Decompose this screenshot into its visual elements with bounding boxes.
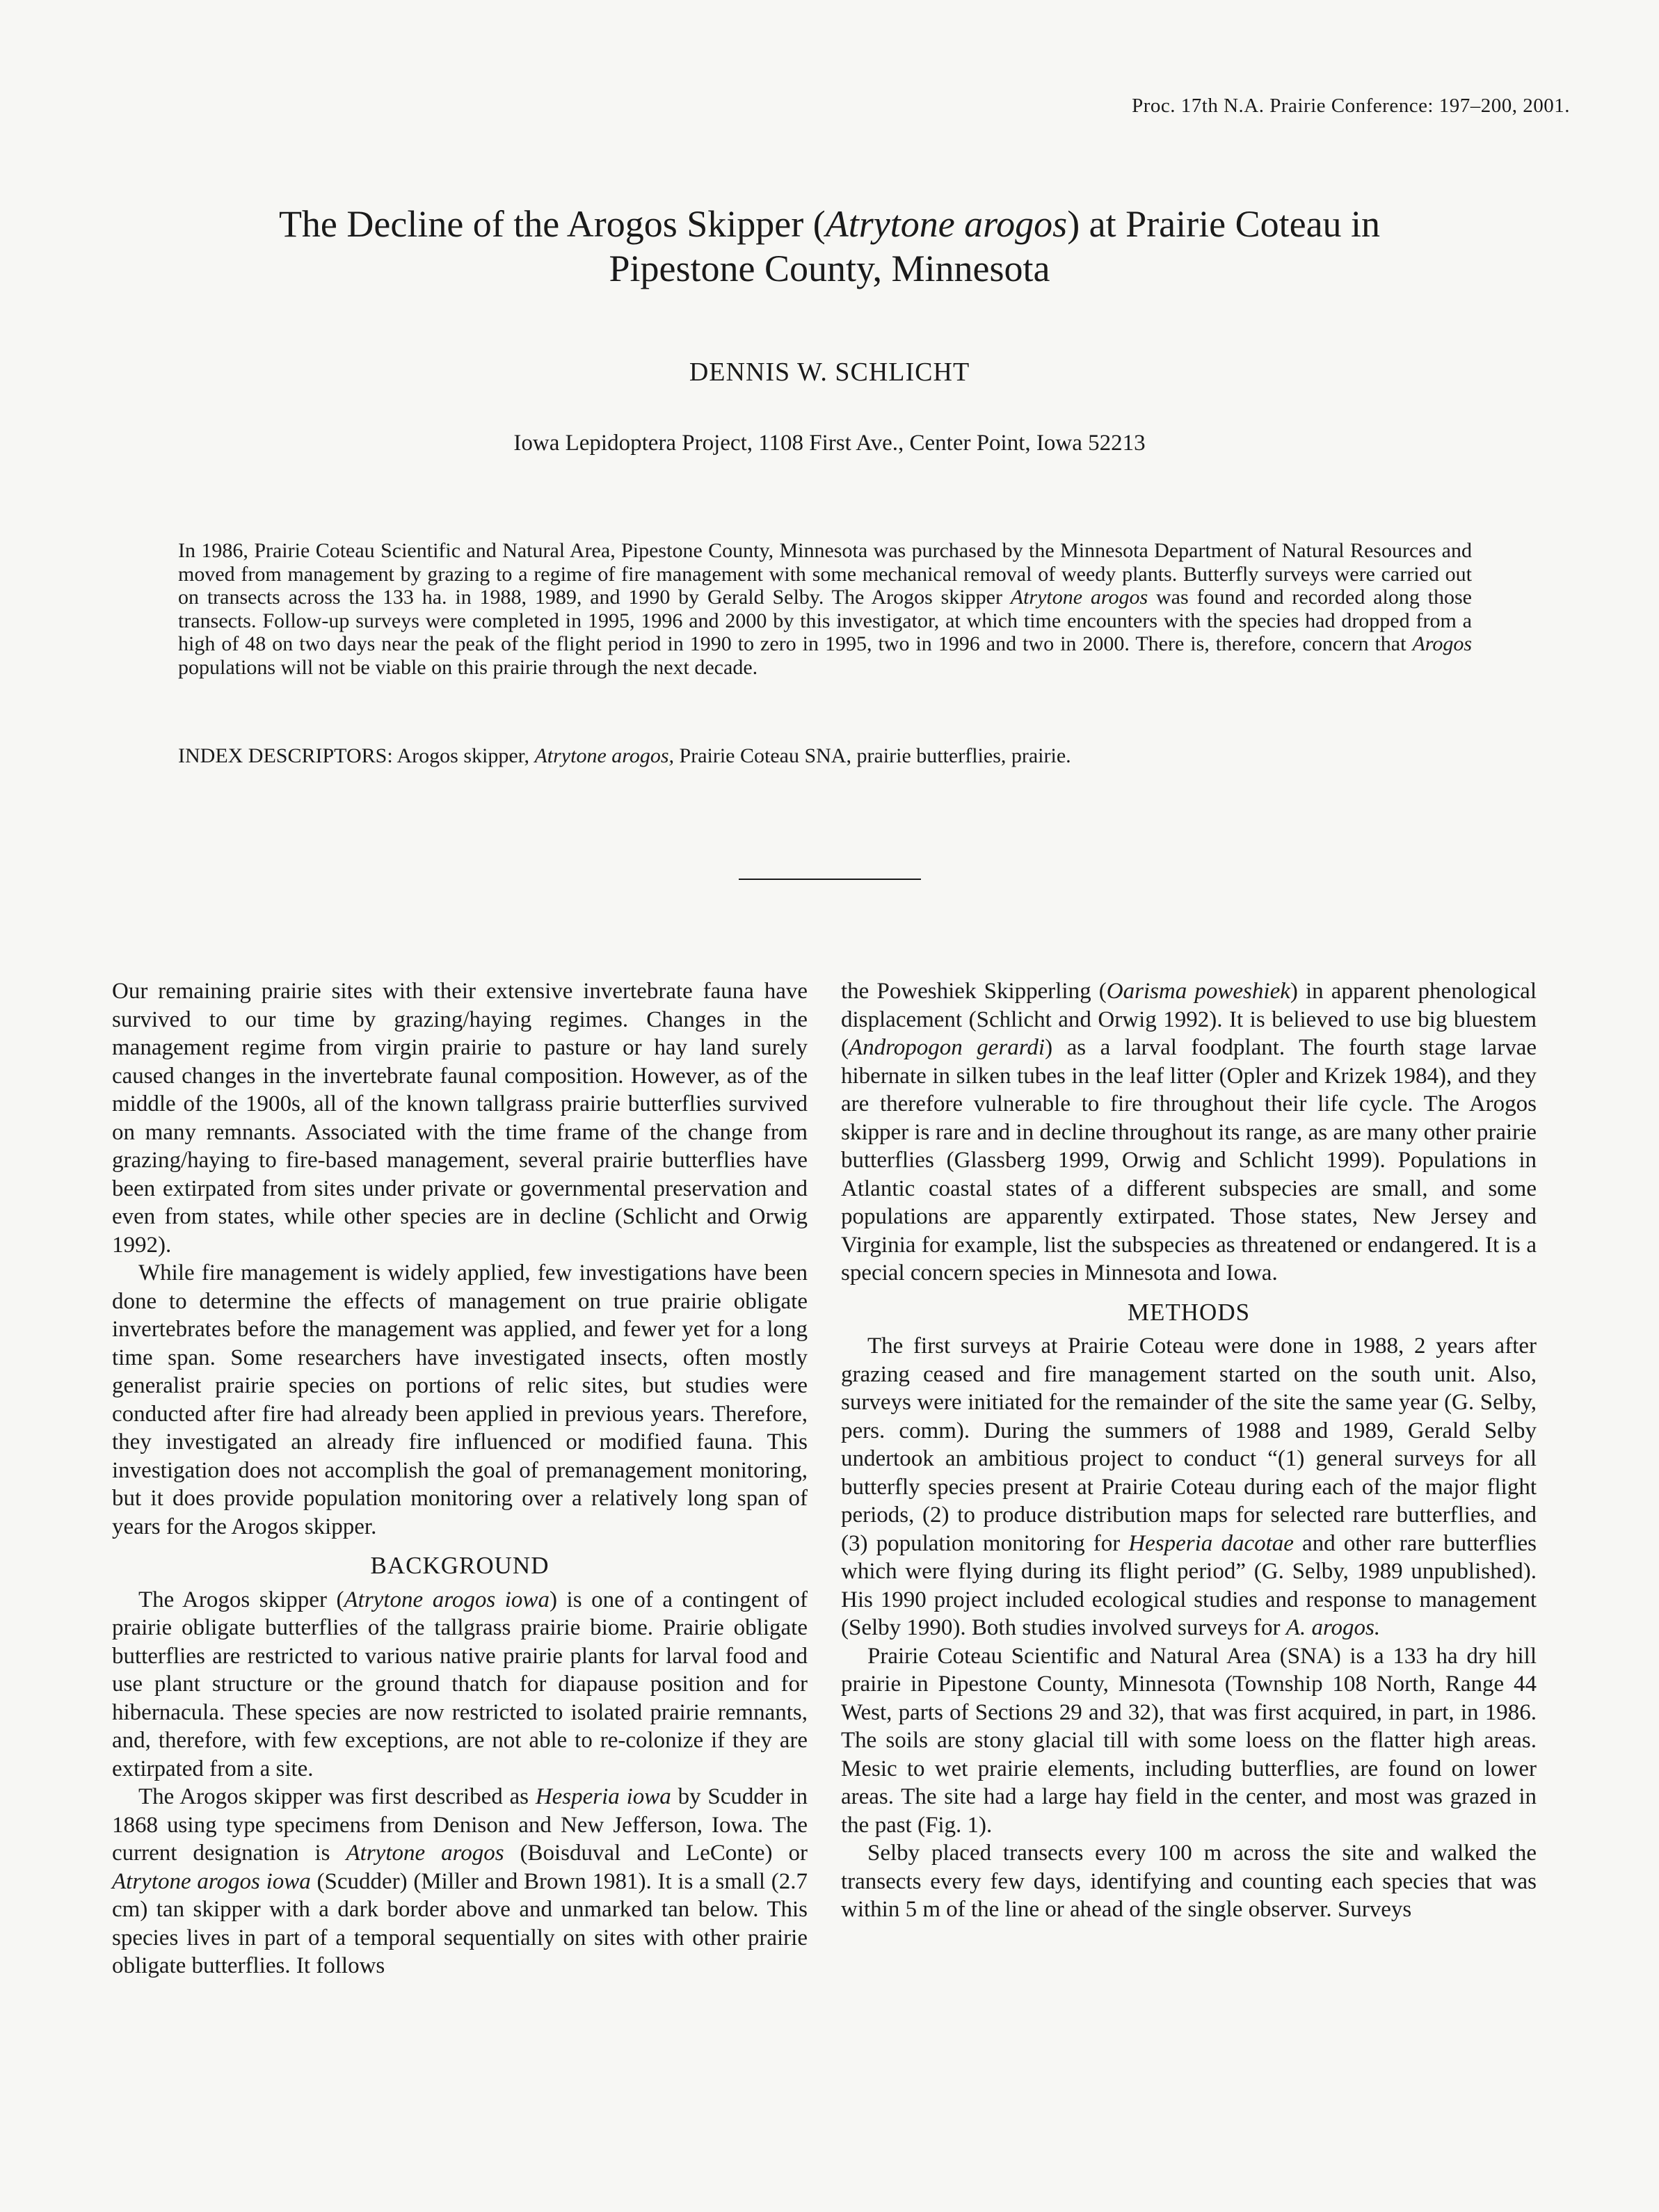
background-heading: BACKGROUND — [370, 1552, 550, 1579]
title-line1-pre: The Decline of the Arogos Skipper ( — [278, 203, 826, 245]
abstract-italic2: Arogos — [1412, 632, 1472, 655]
descriptors-italic: Atrytone arogos, — [534, 744, 675, 767]
intro-paragraph-1: Our remaining prairie sites with their extensive invertebrate fauna have survived to our time by grazing/haying regimes. Changes in the management regime from virgin prairie to pasture or hay land surely caused changes in the invertebrate faunal composition. However, as of the middle of the 1900s, all of the known tallgrass prairie butterflies survived on many remnants. Associated with the time frame of the change from grazing/haying to fire-based management, several prairie butterflies have been extirpated from sites under private or governmental preservation and even from states, while other species are in decline (Schlicht and Orwig 1992). — [112, 979, 808, 1258]
rp1-text-b: ) in apparent phenological displacement (Schlicht and Orwig 1992). It is believed to use big bluestem ( — [841, 979, 1537, 1060]
bg-p1-text-a: The Arogos skipper ( — [138, 1587, 344, 1612]
rp1-italic-2: Andropogon gerardi — [849, 1035, 1045, 1060]
methods-paragraph-3: Selby placed transects every 100 m across the site and walked the transects every few days, identifying and counting each species that was within 5 m of the line or ahead of the single observer. Surveys — [841, 1841, 1537, 1922]
author-name: DENNIS W. SCHLICHT — [689, 358, 970, 387]
section-divider — [739, 879, 921, 880]
abstract — [178, 539, 1472, 679]
descriptors-post: Prairie Coteau SNA, prairie butterflies, prairie. — [674, 744, 1071, 767]
intro-paragraph-2: While fire management is widely applied, few investigations have been done to determine the effects of management on true prairie obligate invertebrates before the management was applied, and fewer yet for a long time span. Some researchers have investigated insects, often mostly generalist prairie species on portions of relic sites, but studies were conducted after fire had already been applied in previous years. Therefore, they investigated an already fire influenced or modified fauna. This investigation does not accomplish the goal of premanagement monitoring, but it does provide population monitoring over a relatively long span of years for the Arogos skipper. — [112, 1260, 808, 1539]
mp1-italic-1: Hesperia dacotae — [1128, 1530, 1294, 1556]
bg-p2-text-b: by Scudder in 1868 using type specimens from Denison and New Jefferson, Iowa. The current designation is — [112, 1784, 808, 1866]
descriptors-label: INDEX DESCRIPTORS: — [178, 744, 393, 767]
abstract-part2: was found and recorded along those transects. Follow-up surveys were completed in 1995, 1996 and 2000 by this investigator, at which time encounters with the species had dropped from a high of 48 on two days near the peak of the flight period in 1990 to zero in 1995, two in 1996 and two in 2000. There is, therefore, concern that — [178, 586, 1472, 655]
methods-paragraph-2: Prairie Coteau Scientific and Natural Area (SNA) is a 133 ha dry hill prairie in Pipestone County, Minnesota (Township 108 North, Range 44 West, parts of Sections 29 and 32), that was first acquired, in part, in 1986. The soils are stony glacial till with some loess on the flatter high areas. Mesic to wet prairie elements, including butterflies, are found on lower areas. The site had a large hay field in the center, and most was grazed in the past (Fig. 1). — [841, 1643, 1537, 1838]
abstract-part3: populations will not be viable on this prairie through the next decade. — [178, 655, 758, 679]
article-title — [118, 202, 1541, 291]
title-species-name: Atrytone arogos — [825, 203, 1068, 245]
bg-p2-italic-2: Atrytone arogos — [346, 1841, 504, 1866]
mp1-italic-2: A. arogos. — [1285, 1615, 1381, 1640]
background-paragraph-2 — [112, 1783, 808, 1980]
methods-paragraph-1 — [841, 1332, 1537, 1642]
right-paragraph-1 — [841, 977, 1537, 1288]
bg-p2-text-d: (Scudder) (Miller and Brown 1981). It is a small (2.7 cm) tan skipper with a dark border above and unmarked tan below. This species lives in part of a temporal sequentially on sites with other prairie obligate butterflies. It follows — [112, 1868, 808, 1978]
author-affiliation: Iowa Lepidoptera Project, 1108 First Ave., Center Point, Iowa 52213 — [513, 431, 1146, 456]
background-paragraph-1 — [112, 1586, 808, 1784]
bg-p2-text-c: (Boisduval and LeConte) or — [504, 1841, 808, 1866]
mp1-text-b: and other rare butterflies which were flying during its flight period” (G. Selby, 1989 unpublished). His 1990 project included ecological studies and response to management (Selby 1990). Both studies involved surveys for — [841, 1530, 1537, 1640]
mp1-text-a: The first surveys at Prairie Coteau were done in 1988, 2 years after grazing ceased and fire management started on the south unit. Also, surveys were initiated for the remainder of the site the same year (G. Selby, pers. comm). During the summers of 1988 and 1989, Gerald Selby undertook an ambitious project to conduct “(1) general surveys for all butterfly species present at Prairie Coteau during each of the major flight periods, (2) to produce distribution maps for selected rare butterflies, and (3) population monitoring for — [841, 1333, 1537, 1556]
bg-p2-italic-1: Hesperia iowa — [535, 1784, 671, 1809]
descriptors-pre: Arogos skipper, — [392, 744, 535, 767]
methods-heading: METHODS — [1127, 1298, 1251, 1326]
rp1-text-c: ) as a larval foodplant. The fourth stage larvae hibernate in silken tubes in the leaf litter (Opler and Krizek 1984), and they are therefore vulnerable to fire throughout their life cycle. The Arogos skipper is rare and in decline throughout its range, as are many other prairie butterflies (Glassberg 1999, Orwig and Schlicht 1999). Populations in Atlantic coastal states of a different subspecies are small, and some populations are apparently extirpated. Those states, New Jersey and Virginia for example, list the subspecies as threatened or endangered. It is a special concern species in Minnesota and Iowa. — [841, 1035, 1537, 1285]
abstract-italic1: Atrytone arogos — [1010, 586, 1148, 609]
right-column — [841, 977, 1537, 1924]
left-column — [112, 977, 808, 1980]
bg-p2-italic-3: Atrytone arogos iowa — [112, 1868, 311, 1894]
bg-p2-text-a: The Arogos skipper was first described as — [138, 1784, 536, 1809]
rp1-text-a: the Poweshiek Skipperling ( — [841, 979, 1107, 1004]
running-head: Proc. 17th N.A. Prairie Conference: 197–200, 2001. — [1132, 95, 1570, 117]
bg-p1-italic: Atrytone arogos iowa — [344, 1587, 550, 1612]
rp1-italic-1: Oarisma poweshiek — [1106, 979, 1290, 1004]
index-descriptors — [178, 744, 1472, 768]
abstract-part1: In 1986, Prairie Coteau Scientific and Natural Area, Pipestone County, Minnesota was purchased by the Minnesota Department of Natural Resources and moved from management by grazing to a regime of fire management with some mechanical removal of weedy plants. Butterfly surveys were carried out on transects across the 133 ha. in 1988, 1989, and 1990 by Gerald Selby. The Arogos skipper — [178, 539, 1472, 609]
title-line2: Pipestone County, Minnesota — [609, 248, 1050, 289]
bg-p1-text-b: ) is one of a contingent of prairie obligate butterflies of the tallgrass prairie biome. Prairie obligate butterflies are restricted to various native prairie plants for larval food and use plant structure or the ground thatch for diapause position and for hibernacula. These species are now restricted to isolated prairie remnants, and, therefore, with few exceptions, are not able to re-colonize if they are extirpated from a site. — [112, 1587, 808, 1781]
title-line1-post: ) at Prairie Coteau in — [1067, 203, 1381, 245]
